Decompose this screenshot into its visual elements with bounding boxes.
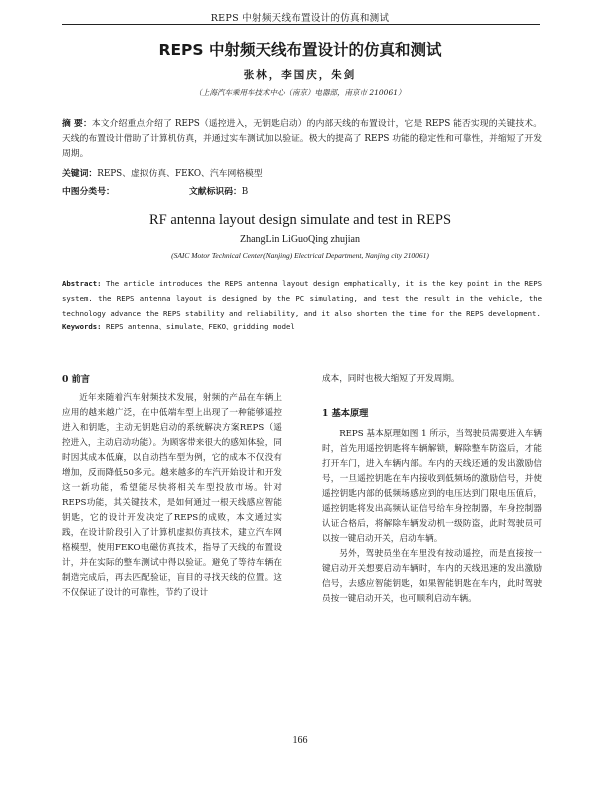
section-heading-introduction: 0 前言 xyxy=(62,374,90,385)
keywords-cn xyxy=(62,166,542,179)
page-number: 166 xyxy=(292,735,308,746)
section-heading-principle: 1 基本原理 xyxy=(322,408,369,419)
introduction-continuation: 成本，同时也极大缩短了开发周期。 xyxy=(322,374,460,384)
running-header: REPS 中射频天线布置设计的仿真和测试 xyxy=(210,13,390,24)
classification-label: 中图分类号： xyxy=(62,187,115,197)
abstract-en-label: Abstract: xyxy=(62,279,102,288)
document-code xyxy=(189,184,248,197)
classification-cn xyxy=(62,184,542,197)
authors-cn: 张林，李国庆，朱剑 xyxy=(243,69,357,81)
header-rule xyxy=(62,24,540,25)
abstract-en xyxy=(62,276,542,321)
abstract-cn xyxy=(62,117,542,162)
affiliation-cn: （上海汽车乘用车技术中心（南京）电器部，南京市 210061） xyxy=(194,88,406,97)
document-code-label: 文献标识码： xyxy=(189,187,242,197)
title-en: RF antenna layout design simulate and test in REPS xyxy=(148,212,452,228)
keywords-cn-text: REPS、虚拟仿真、FEKO、汽车网格模型 xyxy=(97,169,263,179)
keywords-en-text: REPS antenna、simulate、FEKO、gridding model xyxy=(105,322,295,331)
body-column-left xyxy=(62,372,282,601)
principle-paragraph-2: 另外，驾驶员坐在车里没有按动遥控，而是直接按一键启动开关想要启动车辆时，车内的天线迅速的发出激励信号，去感应智能钥匙，如果智能钥匙在车内，此时驾驶员按一键启动开关，也可顺利启动车辆。 xyxy=(322,549,542,604)
principle-paragraph-1: REPS 基本原理如图 1 所示，当驾驶员需要进入车辆时，首先用遥控钥匙将车辆解锁，解除整车防盗后，才能打开车门，进入车辆内部。车内的天线还通的发出激励信号，一旦遥控钥匙在车内接收到低频场的激励信号，并使遥控钥匙内部的低频场感应到的电压达到门限电压值后，遥控钥匙将发出高频认证信号给车身控制器，车身控制器认证合格后，将解除车辆发动机一级防盗，此时驾驶员可以按一键启动开关，启动车辆。 xyxy=(322,429,542,544)
keywords-en xyxy=(62,322,542,332)
affiliation-en: (SAIC Motor Technical Center(Nanjing) Electrical Department, Nanjing city 210061) xyxy=(171,251,429,260)
abstract-en-text: The article introduces the REPS antenna layout design emphatically, it is the key point in the REPS system. the REPS antenna layout is designed by the PC simulating, and test the result in the vehicle, the technology advance the REPS stability and reliability, and it also shorten the time for the REPS development. xyxy=(62,279,542,318)
keywords-en-label: Keywords: xyxy=(62,322,102,331)
document-code-value: B xyxy=(241,187,249,197)
body-column-right xyxy=(322,372,542,607)
abstract-cn-label: 摘 要： xyxy=(62,119,92,129)
abstract-cn-text: 本文介绍重点介绍了 REPS（遥控进入，无钥匙启动）的内部天线的布置设计，它是 REPS 能否实现的关键技术。天线的布置设计借助了计算机仿真，并通过实车测试加以验证。极大的提高了 REPS 功能的稳定性和可靠性，并缩短了开发周期。 xyxy=(62,119,542,159)
keywords-cn-label: 关键词： xyxy=(62,169,98,179)
page-title: REPS 中射频天线布置设计的仿真和测试 xyxy=(158,41,442,59)
introduction-paragraph: 近年来随着汽车射频技术发展，射频的产品在车辆上应用的越来越广泛，在中低端车型上出现了一种能够遥控进入和钥匙，主动无钥匙启动的系统解决方案REPS（遥控进入，主动启动功能）。为顾客带来很大的感知体验，同时因其成本低廉，以自动挡车型为例，它的成本不仅没有增加，反而降低50多元。越来越多的车汽开始设计和开发这一新功能，希望能尽快将相关车型投放市场。针对REPS功能，其关键技术，是如何通过一根天线感应智能钥匙，它的设计开发决定了REPS的成败，本文通过实践，在设计阶段引入了计算机虚拟仿真技术，建立汽车网格模型，使用FEKO电磁仿真技术，指导了天线的布置设计，并在实际的整车测试中得以验证。避免了等待车辆在制造完成后，再去匹配验证，盲目的寻找天线的位置。这不仅保证了设计的可靠性，节约了设计 xyxy=(62,393,282,598)
authors-en: ZhangLin LiGuoQing zhujian xyxy=(240,234,360,245)
